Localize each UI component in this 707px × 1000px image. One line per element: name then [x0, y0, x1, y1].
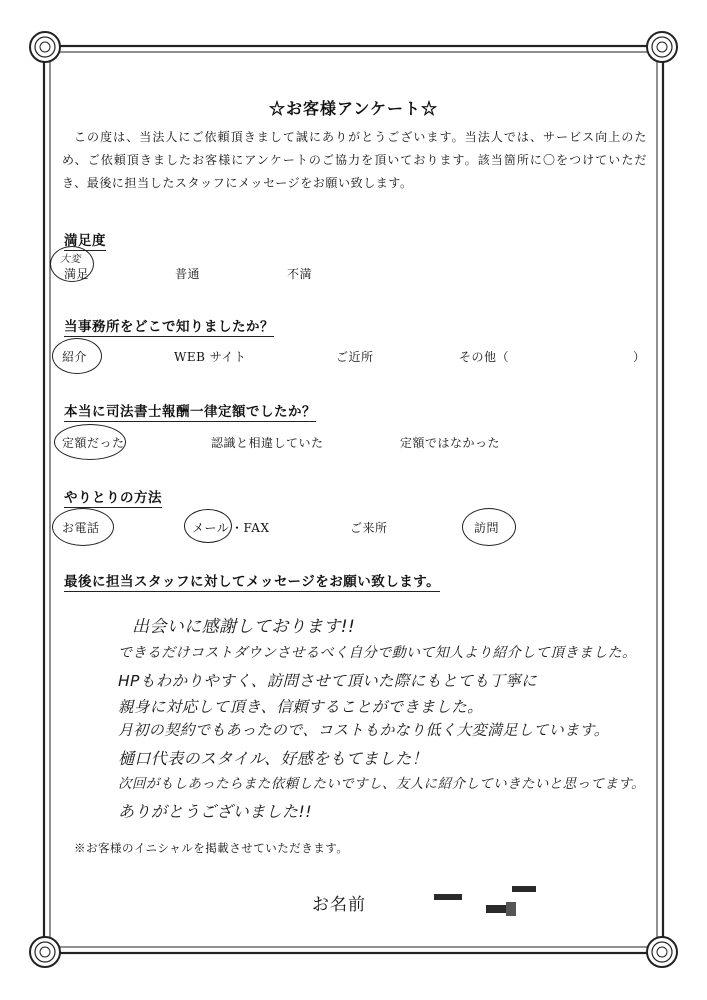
option-fixed[interactable]: 定額だった	[62, 436, 125, 450]
selection-circle	[52, 338, 102, 374]
option-satisfied[interactable]: 満足	[64, 267, 90, 281]
message-line: HPもわかりやすく、訪問させて頂いた際にもとても丁寧に	[118, 672, 537, 690]
intro-paragraph: この度は、当法人にご依頼頂きまして誠にありがとうございます。当法人では、サービス向上のため、ご依頼頂きましたお客様にアンケートのご協力を頂いております。該当箇所に〇をつけていただき、最後に担当したスタッフにメッセージをお願い致します。	[62, 130, 647, 190]
message-line: 次回がもしあったらまた依頼したいですし、友人に紹介していきたいと思ってます。	[118, 776, 645, 792]
question-message: 最後に担当スタッフに対してメッセージをお願い致します。	[64, 570, 440, 592]
option-fax[interactable]: ・FAX	[231, 521, 270, 535]
corner-ornament-bottom-left	[30, 937, 60, 967]
message-line: 出会いに感謝しております!!	[132, 617, 356, 637]
option-other-close: ）	[633, 350, 646, 364]
message-line: できるだけコストダウンさせるべく自分で動いて知人より紹介して頂きました。	[118, 645, 637, 661]
handwritten-mark: 大変	[60, 254, 81, 265]
selection-circle	[50, 246, 94, 282]
option-phone[interactable]: お電話	[62, 521, 100, 535]
message-line: ありがとうございました!!	[118, 802, 313, 821]
selection-circle	[52, 508, 114, 546]
option-neighborhood[interactable]: ご近所	[336, 350, 374, 364]
selection-circle	[462, 508, 516, 546]
question-communication: やりとりの方法	[64, 486, 162, 508]
question-satisfaction: 満足度	[64, 229, 106, 251]
option-differs[interactable]: 認識と相違していた	[211, 436, 324, 450]
option-not-fixed[interactable]: 定額ではなかった	[400, 436, 501, 450]
option-unsatisfied[interactable]: 不満	[287, 267, 313, 281]
selection-circle	[184, 509, 232, 543]
message-line: 樋口代表のスタイル、好感をもてました！	[118, 749, 429, 768]
footnote: ※お客様のイニシャルを掲載させていただきます。	[74, 841, 349, 855]
name-label: お名前	[312, 895, 366, 915]
option-normal[interactable]: 普通	[175, 267, 201, 281]
corner-ornament-bottom-right	[647, 937, 677, 967]
page-title: ☆お客様アンケート☆	[268, 99, 439, 118]
selection-circle	[54, 424, 126, 460]
option-other[interactable]: その他（	[459, 350, 510, 364]
message-line: 親身に対応して頂き、信頼することができました。	[118, 698, 484, 716]
option-website[interactable]: WEB サイト	[174, 350, 247, 364]
option-referral[interactable]: 紹介	[62, 350, 88, 364]
message-line: 月初の契約でもあったので、コストもかなり低く大変満足しています。	[118, 721, 610, 739]
question-fixed-fee: 本当に司法書士報酬一律定額でしたか？	[64, 400, 316, 422]
option-visit-office[interactable]: ご来所	[350, 521, 388, 535]
corner-ornament-top-right	[647, 32, 677, 62]
option-home-visit[interactable]: 訪問	[474, 521, 500, 535]
question-how-found: 当事務所をどこで知りましたか？	[64, 315, 274, 337]
option-email[interactable]: メール	[192, 521, 230, 535]
corner-ornament-top-left	[30, 32, 60, 62]
